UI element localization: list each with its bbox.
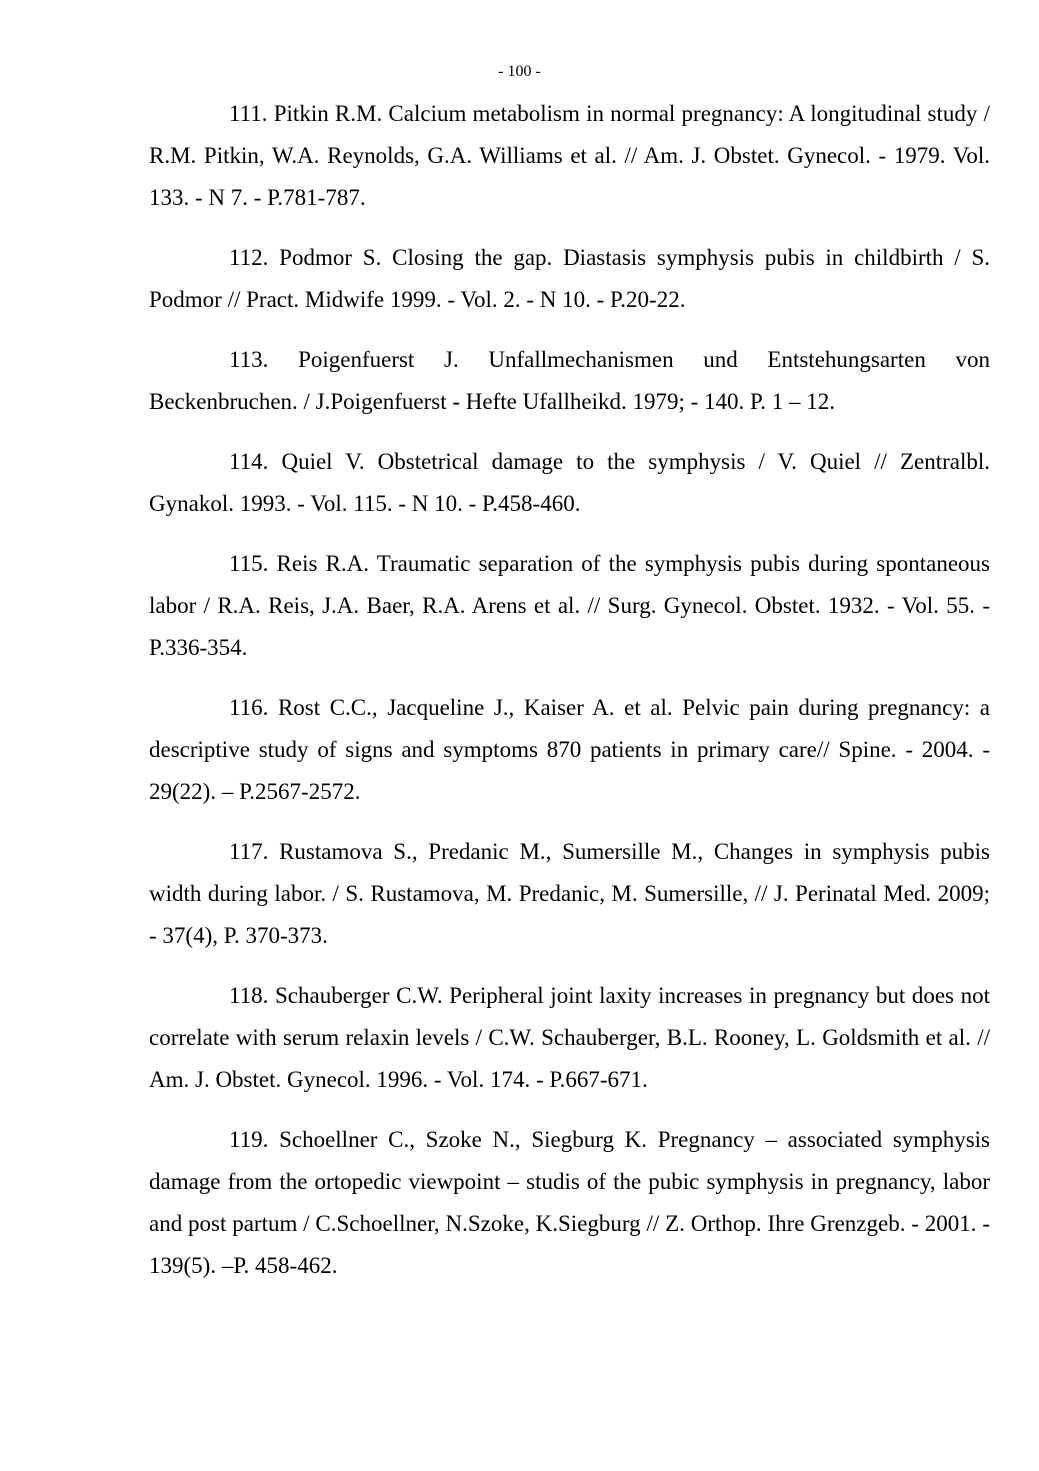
reference-item: 118. Schauberger C.W. Peripheral joint laxity increases in pregnancy but does not correlate with serum relaxin levels / C.W. Schauberger, B.L. Rooney, L. Goldsmith et al. // Am. J. Obstet. Gynecol. 1996. - Vol. 174. - P.667-671. <box>149 983 990 1092</box>
reference-item: 116. Rost C.C., Jacqueline J., Kaiser A. et al. Pelvic pain during pregnancy: a descriptive study of signs and symptoms 870 patients in primary care// Spine. - 2004. - 29(22). – P.2567-2572. <box>149 695 990 804</box>
reference-item: 119. Schoellner C., Szoke N., Siegburg K. Pregnancy – associated symphysis damage from the ortopedic viewpoint – studis of the pubic symphysis in pregnancy, labor and post partum / C.Schoellner, N.Szoke, K.Siegburg // Z. Orthop. Ihre Grenzgeb. - 2001. - 139(5). –P. 458-462. <box>149 1127 990 1278</box>
reference-item: 114. Quiel V. Obstetrical damage to the symphysis / V. Quiel // Zentralbl. Gynakol. 1993. - Vol. 115. - N 10. - P.458-460. <box>149 449 990 516</box>
reference-item: 113. Poigenfuerst J. Unfallmechanismen und Entstehungsarten von Beckenbruchen. / J.Poigenfuerst - Hefte Ufallheikd. 1979; - 140. P. 1 – 12. <box>149 347 990 414</box>
reference-item: 111. Pitkin R.M. Calcium metabolism in normal pregnancy: A longitudinal study / R.M. Pitkin, W.A. Reynolds, G.A. Williams et al. // Am. J. Obstet. Gynecol. - 1979. Vol. 133. - N 7. - P.781-787. <box>149 101 990 210</box>
page-number: - 100 - <box>498 63 541 80</box>
reference-item: 115. Reis R.A. Traumatic separation of the symphysis pubis during spontaneous labor / R.A. Reis, J.A. Baer, R.A. Arens et al. // Surg. Gynecol. Obstet. 1932. - Vol. 55. - P.336-354. <box>149 551 990 660</box>
reference-item: 117. Rustamova S., Predanic M., Sumersille M., Changes in symphysis pubis width during labor. / S. Rustamova, M. Predanic, M. Sumersille, // J. Perinatal Med. 2009; - 37(4), P. 370-373. <box>149 839 990 948</box>
reference-list <box>149 93 990 1305</box>
reference-item: 112. Podmor S. Closing the gap. Diastasis symphysis pubis in childbirth / S. Podmor // Pract. Midwife 1999. - Vol. 2. - N 10. - P.20-22. <box>149 245 990 312</box>
